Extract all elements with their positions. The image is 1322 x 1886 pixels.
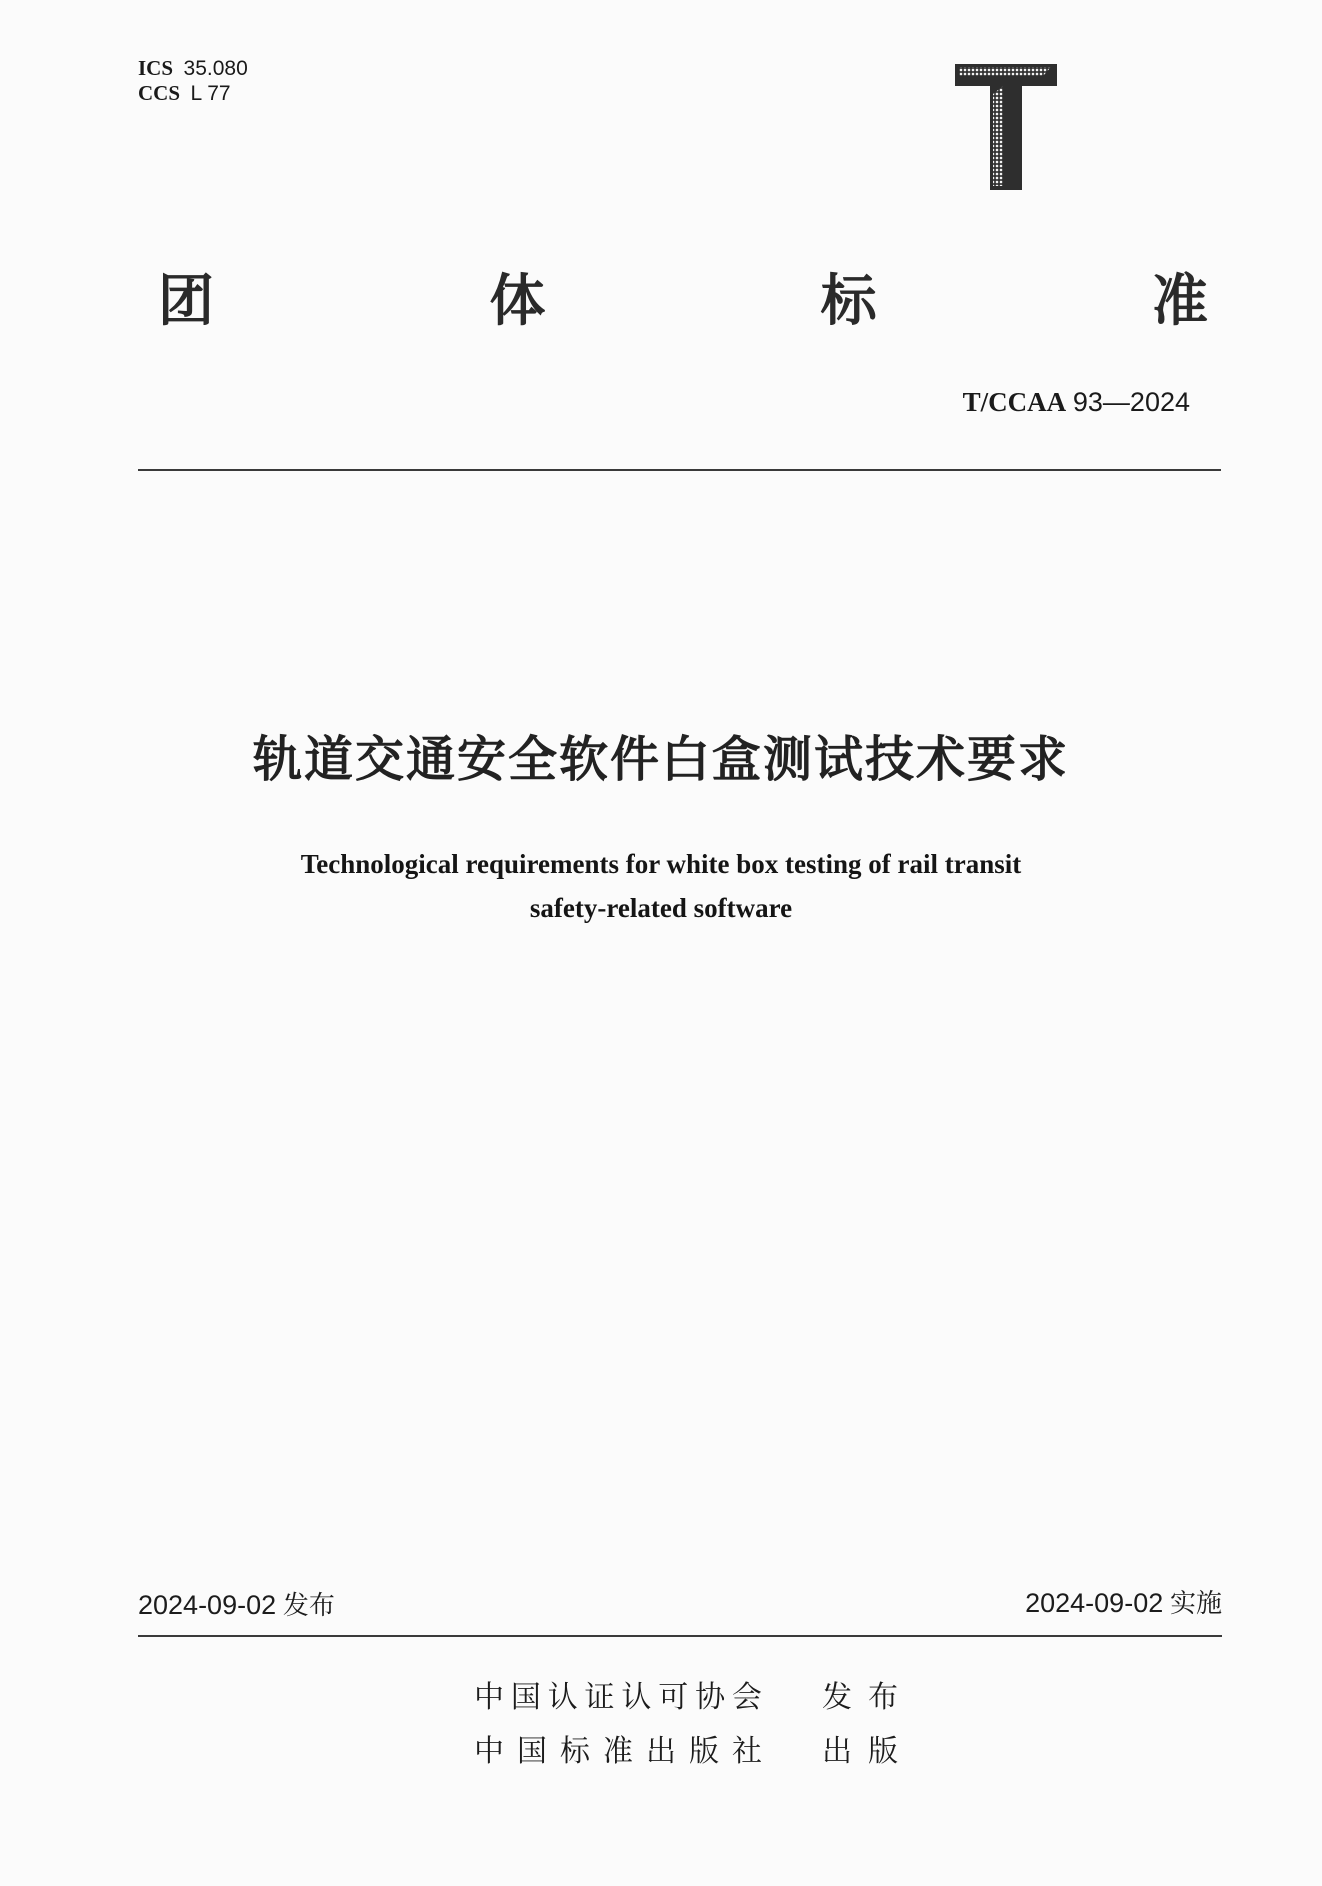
classification-codes [138, 56, 248, 106]
publishers [474, 1672, 934, 1780]
title-english [0, 842, 1322, 930]
publisher-role [822, 1726, 898, 1778]
publisher-row-issuer [474, 1672, 934, 1724]
org-char: 协 [695, 1680, 726, 1715]
title-english-line1: Technological requirements for white box testing of rail transit [300, 849, 1022, 879]
role-char: 版 [868, 1734, 898, 1769]
org-char: 标 [560, 1734, 590, 1769]
role-char: 出 [822, 1734, 852, 1769]
ics-code: 35.080 [183, 57, 248, 80]
ics-label: ICS [138, 56, 174, 80]
role-char: 发 [822, 1680, 852, 1715]
role-char: 布 [868, 1680, 898, 1715]
org-char: 出 [646, 1734, 676, 1769]
org-char: 认 [621, 1680, 652, 1715]
publisher-org [474, 1726, 762, 1778]
issue-date-label: 发布 [282, 1591, 335, 1621]
ccs-label: CCS [138, 81, 181, 105]
issue-date-value: 2024-09-02 [138, 1590, 277, 1620]
ics-code-row [138, 56, 248, 81]
standard-code: 93—2024 [1072, 387, 1190, 417]
group-standard-banner [158, 262, 1208, 342]
header-divider [138, 469, 1221, 471]
org-char: 会 [731, 1680, 762, 1715]
group-standard-t-logo-icon [955, 64, 1057, 190]
publisher-org [474, 1672, 762, 1724]
org-char: 国 [517, 1734, 547, 1769]
ccs-code-row [138, 81, 248, 106]
issue-date [138, 1588, 335, 1623]
org-char: 认 [547, 1680, 578, 1715]
title-chinese: 轨道交通安全软件白盒测试技术要求 [252, 731, 1069, 788]
org-char: 版 [689, 1734, 719, 1769]
banner-char: 体 [489, 269, 546, 334]
standard-prefix: T/CCAA [962, 387, 1067, 417]
implementation-date-label: 实施 [1169, 1589, 1222, 1619]
org-char: 中 [474, 1680, 504, 1715]
standard-number [963, 386, 1190, 418]
banner-char: 团 [158, 269, 214, 334]
banner-char: 标 [820, 269, 877, 334]
footer-divider [138, 1635, 1222, 1637]
ccs-code: L 77 [190, 82, 231, 105]
implementation-date [1025, 1586, 1222, 1621]
org-char: 准 [603, 1734, 633, 1769]
implementation-date-value: 2024-09-02 [1025, 1588, 1164, 1618]
publisher-role [822, 1672, 898, 1724]
org-char: 社 [732, 1734, 762, 1769]
publisher-row-press [474, 1726, 934, 1778]
org-char: 中 [474, 1734, 504, 1769]
org-char: 国 [510, 1680, 541, 1715]
org-char: 证 [584, 1680, 615, 1715]
org-char: 可 [658, 1680, 689, 1715]
title-english-line2: safety-related software [529, 893, 793, 923]
banner-char: 准 [1151, 269, 1208, 334]
